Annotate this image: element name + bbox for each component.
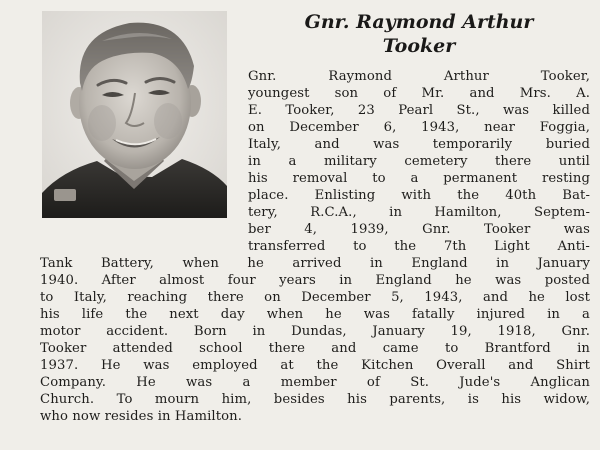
body-line: E. Tooker, 23 Pearl St., was killed xyxy=(248,103,590,118)
body-line: motor accident. Born in Dundas, January 19, 1918, Gnr. xyxy=(40,324,590,339)
body-line: in a military cemetery there until xyxy=(248,154,590,169)
body-line: Church. To mourn him, besides his parents, is his widow, xyxy=(40,392,590,407)
body-line: on December 6, 1943, near Foggia, xyxy=(248,120,590,135)
body-line: Tank Battery, when he arrived in England in January xyxy=(40,256,590,271)
body-line: tery, R.C.A., in Hamilton, Septem- xyxy=(248,205,590,220)
body-line: who now resides in Hamilton. xyxy=(40,409,243,424)
body-line: youngest son of Mr. and Mrs. A. xyxy=(248,86,590,101)
body-line: Tooker attended school there and came to Brantford in xyxy=(40,341,590,356)
title-line-2: Tooker xyxy=(382,35,456,57)
title-line-1: Gnr. Raymond Arthur xyxy=(304,11,534,33)
body-line: transferred to the 7th Light Anti- xyxy=(248,239,590,254)
body-line: his life the next day when he was fatally injured in a xyxy=(40,307,590,322)
body-line: ber 4, 1939, Gnr. Tooker was xyxy=(248,222,590,237)
body-line: 1940. After almost four years in England he was posted xyxy=(40,273,590,288)
body-line: Italy, and was temporarily buried xyxy=(248,137,590,152)
body-line: to Italy, reaching there on December 5, 1943, and he lost xyxy=(40,290,590,305)
body-line: 1937. He was employed at the Kitchen Overall and Shirt xyxy=(40,358,590,373)
body-line: place. Enlisting with the 40th Bat- xyxy=(248,188,590,203)
body-line: Gnr. Raymond Arthur Tooker, xyxy=(248,69,590,84)
body-line: his removal to a permanent resting xyxy=(248,171,590,186)
body-line: Company. He was a member of St. Jude's Anglican xyxy=(40,375,590,390)
